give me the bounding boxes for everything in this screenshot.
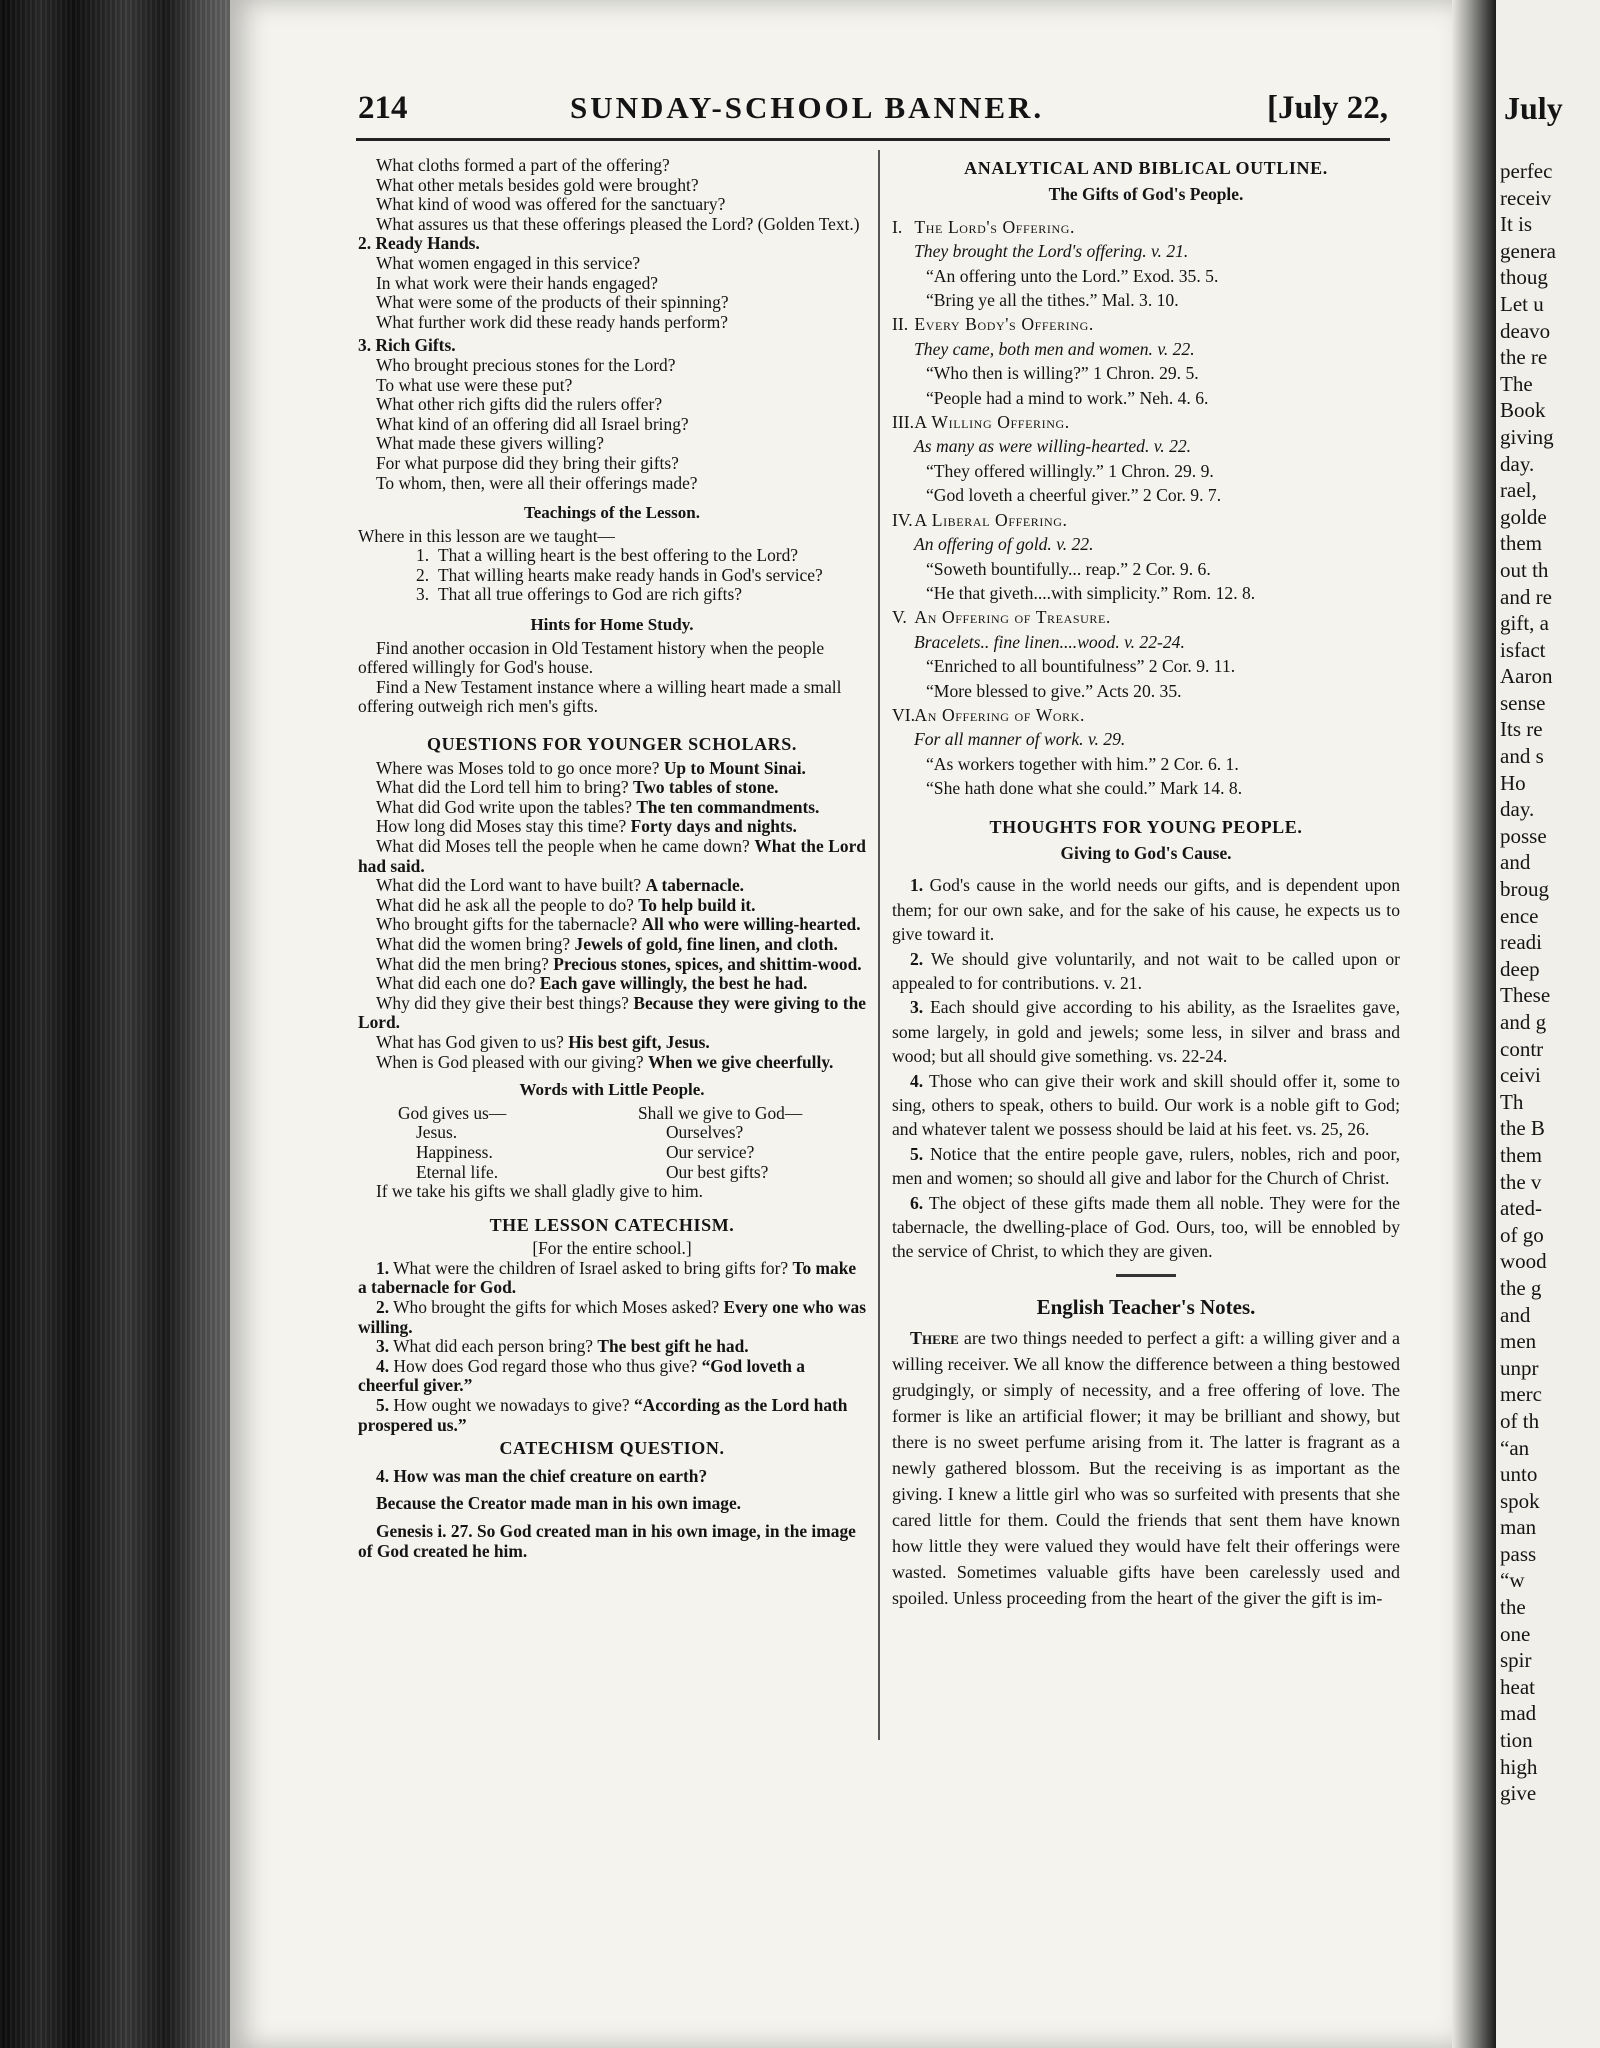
facing-page-line: The — [1500, 371, 1533, 396]
younger-question: Who brought gifts for the tabernacle? — [376, 914, 638, 935]
younger-question: What did he ask all the people to do? — [376, 894, 634, 915]
facing-page-line: them — [1500, 531, 1542, 556]
facing-page-line: and re — [1500, 584, 1552, 609]
younger-answer: Two tables of stone. — [632, 777, 779, 798]
facing-page-line: golde — [1500, 504, 1547, 529]
facing-page-line: spok — [1500, 1488, 1540, 1513]
facing-page-line: deavo — [1500, 318, 1551, 343]
facing-page-line: and s — [1500, 744, 1544, 769]
younger-qa-item — [358, 1033, 866, 1053]
outline-section — [892, 410, 1400, 508]
facing-page-line: the g — [1500, 1275, 1542, 1300]
notes-paragraph — [892, 1325, 1400, 1611]
outline-scripture: As many as were willing-hearted. v. 22. — [914, 436, 1192, 457]
running-header — [358, 88, 1388, 132]
facing-page-line: give — [1500, 1781, 1537, 1806]
catechism-subheading: [For the entire school.] — [532, 1238, 692, 1259]
outline-section — [892, 703, 1400, 801]
section-heading-rich-gifts: 3. Rich Gifts. — [358, 335, 456, 356]
question: What made these givers willing? — [376, 433, 604, 454]
facing-page-line: day. — [1500, 797, 1535, 822]
facing-page-line: sense — [1500, 690, 1546, 715]
younger-qa-item — [358, 817, 866, 837]
facing-page-line: man — [1500, 1515, 1537, 1540]
thought-number: 3. — [910, 997, 924, 1018]
facing-page-line: deep — [1500, 956, 1540, 981]
thought-number: 4. — [910, 1070, 924, 1091]
outline-scripture: For all manner of work. v. 29. — [914, 729, 1126, 750]
outline-section-title — [892, 410, 1400, 434]
outline-section — [892, 215, 1400, 313]
catechism-item — [358, 1357, 866, 1396]
question: What other metals besides gold were brought? — [376, 174, 699, 195]
section-divider — [1116, 1274, 1176, 1277]
thought-text: Those who can give their work and skill should offer it, some to sing, others to speak, others to build. Our work is a noble gift to God; and whatever talent we possess should be laid at his feet. vs. 25, 26. — [892, 1070, 1400, 1140]
younger-qa-item — [358, 935, 866, 955]
outline-section — [892, 508, 1400, 606]
younger-question: How long did Moses stay this time? — [376, 816, 627, 837]
question: What further work did these ready hands perform? — [376, 311, 729, 332]
younger-answer: Because they were giving to the Lord. — [358, 992, 866, 1033]
younger-question: What did the women bring? — [376, 933, 571, 954]
catechism-heading: THE LESSON CATECHISM. — [489, 1214, 735, 1235]
facing-page-line: high — [1500, 1754, 1538, 1779]
book-binding — [0, 0, 230, 2048]
outline-roman: VI. — [892, 704, 915, 725]
facing-page-line: Ho — [1500, 770, 1526, 795]
facing-page-line: ated- — [1500, 1196, 1542, 1221]
facing-page-line: tion — [1500, 1728, 1533, 1753]
facing-page-line: Aaron — [1500, 664, 1553, 689]
facing-page-line: genera — [1500, 238, 1556, 263]
younger-answer: The ten commandments. — [636, 796, 820, 817]
ready-hands-questions — [358, 254, 866, 332]
outline-section-title — [892, 312, 1400, 336]
catechism-question-text: How does God regard those who thus give? — [393, 1355, 698, 1376]
outline-reference: “Soweth bountifully... reap.” 2 Cor. 9. 6. — [926, 558, 1211, 579]
thought-number: 6. — [910, 1192, 924, 1213]
hints-heading: Hints for Home Study. — [530, 615, 694, 635]
facing-page-line: and — [1500, 1302, 1531, 1327]
catechism-number: 5. — [376, 1395, 390, 1416]
facing-page-line: perfec — [1500, 159, 1553, 183]
younger-qa-item — [358, 876, 866, 896]
question: What cloths formed a part of the offering? — [376, 155, 670, 175]
words-closing: If we take his gifts we shall gladly give to him. — [376, 1181, 703, 1202]
catechism-question-text: What were the children of Israel asked to bring gifts for? — [393, 1257, 789, 1278]
outline-reference: “People had a mind to work.” Neh. 4. 6. — [926, 387, 1209, 408]
outline-section-title — [892, 508, 1400, 532]
thought-text: We should give voluntarily, and not wait to be called upon or appealed to for contributions. v. 21. — [892, 948, 1400, 993]
thought-item — [892, 873, 1400, 946]
younger-question: What did the Lord tell him to bring? — [376, 777, 629, 798]
catechism-number: 1. — [376, 1257, 390, 1278]
outline-reference: “They offered willingly.” 1 Chron. 29. 9. — [926, 460, 1214, 481]
facing-page-line: isfact — [1500, 637, 1546, 662]
outline-title: A Liberal Offering. — [914, 509, 1068, 530]
outline-reference: “Who then is willing?” 1 Chron. 29. 5. — [926, 363, 1199, 384]
notes-heading: English Teacher's Notes. — [1036, 1294, 1256, 1319]
facing-page-line: thoug — [1500, 265, 1548, 290]
facing-page-line: them — [1500, 1142, 1542, 1167]
thought-item — [892, 947, 1400, 996]
outline-sections — [892, 215, 1400, 801]
younger-question: What did God write upon the tables? — [376, 796, 632, 817]
catechism-number: 3. — [376, 1336, 390, 1357]
outline-roman: IV. — [892, 509, 913, 530]
younger-qa-item — [358, 994, 866, 1033]
outline-reference: “Enriched to all bountifulness” 2 Cor. 9. 11. — [926, 656, 1236, 677]
catechism-answer-text: “God loveth a cheerful giver.” — [358, 1355, 805, 1396]
outline-scripture: An offering of gold. v. 22. — [914, 534, 1094, 555]
catechism-answer-text: Every one who was willing. — [358, 1297, 866, 1337]
outline-scripture: They came, both men and women. v. 22. — [914, 338, 1195, 359]
facing-page-line: the re — [1500, 345, 1548, 370]
younger-scholars-questions — [358, 759, 866, 1073]
outline-section — [892, 312, 1400, 410]
catechism-number: 2. — [376, 1297, 390, 1318]
facing-page-line: men — [1500, 1329, 1537, 1354]
thought-text: Each should give according to his ability, as the Israelites gave, some largely, in gold and jewels; some less, in silver and brass and wood; but all should give something. vs. 22-24. — [892, 997, 1400, 1067]
outline-title: The Lord's Offering. — [914, 216, 1075, 237]
words-line: Happiness. — [416, 1141, 493, 1162]
catechism-question-text: Who brought the gifts for which Moses asked? — [393, 1297, 720, 1318]
catechism-item — [358, 1396, 866, 1435]
outline-scripture: They brought the Lord's offering. v. 21. — [914, 241, 1189, 262]
facing-page-line: unpr — [1500, 1355, 1539, 1380]
younger-answer: Each gave willingly, the best he had. — [539, 973, 808, 994]
facing-page-line: posse — [1500, 823, 1547, 848]
facing-page-line: Its re — [1500, 717, 1543, 742]
outline-roman: III. — [892, 412, 914, 433]
younger-qa-item — [358, 955, 866, 975]
facing-page-line: readi — [1500, 930, 1542, 955]
words-line: Our service? — [666, 1141, 755, 1162]
outline-reference: “Bring ye all the tithes.” Mal. 3. 10. — [926, 290, 1179, 311]
outline-title: Every Body's Offering. — [914, 314, 1094, 335]
catechism-question-text: What did each person bring? — [393, 1336, 594, 1357]
words-line: Ourselves? — [666, 1122, 744, 1143]
question: To whom, then, were all their offerings made? — [376, 472, 698, 493]
words-line: Our best gifts? — [666, 1161, 769, 1182]
facing-page-line: receiv — [1500, 185, 1552, 210]
facing-page-fragment — [1496, 0, 1600, 2048]
facing-page-line: out th — [1500, 557, 1549, 582]
younger-question: What did the men bring? — [376, 953, 549, 974]
younger-question: What did Moses tell the people when he came down? — [376, 836, 750, 856]
catechism-question-text: How ought we nowadays to give? — [393, 1395, 630, 1416]
section-heading-ready-hands: 2. Ready Hands. — [358, 233, 480, 254]
notes-lead-word: There — [910, 1328, 959, 1349]
catechism-question: 4. How was man the chief creature on earth? — [376, 1465, 708, 1486]
younger-answer: Precious stones, spices, and shittim-wood. — [553, 953, 862, 974]
outline-title: An Offering of Work. — [914, 704, 1086, 725]
younger-qa-item — [358, 974, 866, 994]
younger-qa-item — [358, 798, 866, 818]
outline-heading: ANALYTICAL AND BIBLICAL OUTLINE. — [964, 158, 1328, 178]
issue-date: [July 22, — [1266, 90, 1388, 126]
question: What assures us that these offerings pleased the Lord? (Golden Text.) — [376, 213, 860, 234]
page-gutter — [1452, 0, 1496, 2048]
outline-subheading: The Gifts of God's People. — [1048, 184, 1244, 205]
catechism-reference: Genesis i. 27. So God created man in his own image, in the image of God created he him. — [358, 1521, 856, 1561]
thought-item — [892, 1069, 1400, 1142]
facing-page-line: gift, a — [1500, 611, 1549, 636]
younger-question: What did the Lord want to have built? — [376, 875, 642, 896]
outline-reference: “As workers together with him.” 2 Cor. 6. 1. — [926, 753, 1239, 774]
outline-title: An Offering of Treasure. — [914, 607, 1111, 628]
facing-page-line: broug — [1500, 877, 1549, 902]
question: What were some of the products of their spinning? — [376, 292, 729, 313]
teachings-heading: Teachings of the Lesson. — [523, 503, 700, 523]
notes-body-text: are two things needed to perfect a gift: a willing giver and a willing receiver. We all know the difference between a thing bestowed grudgingly, or simply of necessity, and a free offering of love. The former is like an artificial flower; it may be brilliant and showy, but there is no sweet perfume arising from it. The latter is fragrant as a newly gathered blossom. But the receiving is as important as the giving. I knew a little girl who was so surfeited with presents that she cared little for them. Could the friends that sent them have known how little they were valued they would have felt their offerings were wasted. Sometimes valuable gifts have been carelessly used and spoiled. Unless proceeding from the heart of the giver the gift is im- — [892, 1328, 1400, 1609]
outline-reference: “More blessed to give.” Acts 20. 35. — [926, 680, 1182, 701]
outline-reference: “An offering unto the Lord.” Exod. 35. 5. — [926, 265, 1219, 286]
question: What women engaged in this service? — [376, 252, 641, 273]
outline-scripture: Bracelets.. fine linen....wood. v. 22-24. — [914, 631, 1185, 652]
words-line: Jesus. — [416, 1122, 458, 1143]
outline-section-title — [892, 215, 1400, 239]
facing-page-line: ence — [1500, 903, 1539, 928]
younger-answer: Jewels of gold, fine linen, and cloth. — [574, 933, 838, 954]
question: Who brought precious stones for the Lord? — [376, 354, 676, 375]
facing-page-line: Book — [1500, 398, 1546, 423]
catechism-answer: Because the Creator made man in his own image. — [376, 1493, 742, 1514]
younger-answer: What the Lord had said. — [358, 836, 866, 876]
words-line: Shall we give to God— — [638, 1102, 803, 1123]
younger-answer: A tabernacle. — [645, 875, 745, 896]
question: What kind of wood was offered for the sanctuary? — [376, 194, 726, 215]
teaching-item: 3. That all true offerings to God are rich gifts? — [416, 584, 742, 605]
facing-page-line: the v — [1500, 1169, 1542, 1194]
outline-reference: “He that giveth....with simplicity.” Rom. 12. 8. — [926, 582, 1256, 603]
outline-section-title — [892, 605, 1400, 629]
thought-item — [892, 1191, 1400, 1264]
thought-number: 2. — [910, 948, 924, 969]
facing-page-line: “an — [1500, 1435, 1530, 1460]
younger-question: Why did they give their best things? — [376, 992, 629, 1013]
question: What other rich gifts did the rulers offer? — [376, 394, 663, 415]
facing-page-line: spir — [1500, 1648, 1532, 1673]
younger-answer: Forty days and nights. — [630, 816, 797, 837]
younger-question: What did each one do? — [376, 973, 536, 994]
outline-roman: II. — [892, 314, 909, 335]
hint-paragraph: Find a New Testament instance where a willing heart made a small offering outweigh rich men's gifts. — [358, 676, 842, 717]
thought-number: 1. — [910, 875, 924, 896]
younger-qa-item — [358, 915, 866, 935]
facing-page-header: July — [1504, 90, 1563, 126]
words-grid — [358, 1104, 866, 1182]
facing-page-line: unto — [1500, 1462, 1538, 1487]
question: To what use were these put? — [376, 374, 573, 395]
facing-page-line: the B — [1500, 1116, 1545, 1141]
younger-scholars-heading: QUESTIONS FOR YOUNGER SCHOLARS. — [427, 734, 797, 755]
facing-page-line: contr — [1500, 1036, 1544, 1061]
facing-page-line: the — [1500, 1595, 1526, 1620]
younger-question: When is God pleased with our giving? — [376, 1051, 644, 1072]
facing-page-line: These — [1500, 983, 1551, 1008]
outline-roman: V. — [892, 607, 907, 628]
facing-page-lines — [1500, 158, 1556, 1807]
catechism-number: 4. — [376, 1355, 390, 1376]
teaching-item: 2. That willing hearts make ready hands in God's service? — [416, 564, 823, 585]
catechism-answer-text: “According as the Lord hath prospered us.” — [358, 1395, 848, 1435]
thoughts-heading: THOUGHTS FOR YOUNG PEOPLE. — [989, 816, 1303, 837]
intro-questions — [358, 156, 866, 234]
right-column — [892, 156, 1400, 1611]
question: In what work were their hands engaged? — [376, 272, 659, 293]
outline-section-title — [892, 703, 1400, 727]
outline-reference: “God loveth a cheerful giver.” 2 Cor. 9. 7. — [926, 485, 1222, 506]
facing-page-line: It is — [1500, 212, 1533, 237]
facing-page-line: one — [1500, 1621, 1531, 1646]
catechism-answer-text: The best gift he had. — [597, 1336, 749, 1357]
teachings-intro: Where in this lesson are we taught— — [358, 525, 615, 546]
thought-text: Notice that the entire people gave, rulers, nobles, rich and poor, men and women; so should all give and labor for the Church of Christ. — [892, 1143, 1400, 1189]
younger-question: Where was Moses told to go once more? — [376, 757, 660, 778]
column-rule — [878, 150, 880, 1740]
catechism-item — [358, 1298, 866, 1337]
facing-page-line: of th — [1500, 1408, 1540, 1433]
thought-item — [892, 995, 1400, 1068]
hint-paragraph: Find another occasion in Old Testament history when the people offered willingly for God's house. — [358, 637, 825, 678]
thought-item — [892, 1142, 1400, 1191]
catechism-question-heading: CATECHISM QUESTION. — [499, 1438, 725, 1459]
facing-page-line: rael, — [1500, 478, 1537, 503]
younger-answer: His best gift, Jesus. — [568, 1031, 710, 1052]
younger-qa-item — [358, 759, 866, 779]
catechism-answer-text: To make a tabernacle for God. — [358, 1257, 857, 1298]
words-line: God gives us— — [398, 1102, 507, 1123]
words-heading: Words with Little People. — [519, 1080, 705, 1100]
younger-answer: To help build it. — [638, 894, 756, 915]
younger-question: What has God given to us? — [376, 1031, 564, 1052]
facing-page-line: day. — [1500, 451, 1535, 476]
page-number: 214 — [358, 90, 408, 126]
younger-qa-item — [358, 1053, 866, 1073]
facing-page-line: and g — [1500, 1010, 1547, 1034]
words-line: Eternal life. — [416, 1161, 499, 1182]
facing-page-line: Let u — [1500, 291, 1544, 316]
catechism-item — [358, 1259, 866, 1298]
thought-text: The object of these gifts made them all noble. They were for the tabernacle, the dwelling-place of God. Ours, too, will be ennobled by the service of Christ, to which they are given. — [892, 1192, 1400, 1262]
facing-page-line: ceivi — [1500, 1063, 1541, 1088]
facing-page-line: of go — [1500, 1222, 1544, 1247]
younger-qa-item — [358, 778, 866, 798]
question: What kind of an offering did all Israel bring? — [376, 413, 689, 434]
younger-answer: All who were willing-hearted. — [641, 914, 861, 935]
left-column — [358, 156, 866, 1561]
teaching-item: 1. That a willing heart is the best offering to the Lord? — [416, 545, 798, 566]
thoughts-items — [892, 873, 1400, 1264]
younger-answer: When we give cheerfully. — [647, 1051, 834, 1072]
catechism-item — [358, 1337, 866, 1357]
facing-page-line: wood — [1500, 1249, 1547, 1274]
thought-text: God's cause in the world needs our gifts, and is dependent upon them; for our own sake, and for the sake of his cause, he expects us to give toward it. — [892, 875, 1400, 945]
outline-section — [892, 605, 1400, 703]
facing-page-line: Th — [1500, 1089, 1524, 1114]
younger-qa-item — [358, 837, 866, 876]
outline-roman: I. — [892, 216, 903, 237]
facing-page-line: “w — [1500, 1568, 1525, 1593]
younger-qa-item — [358, 896, 866, 916]
thoughts-subheading: Giving to God's Cause. — [1060, 842, 1232, 863]
facing-page-line: heat — [1500, 1674, 1535, 1699]
younger-answer: Up to Mount Sinai. — [663, 757, 806, 778]
question: For what purpose did they bring their gifts? — [376, 452, 679, 473]
periodical-title: SUNDAY-SCHOOL BANNER. — [570, 90, 1045, 125]
facing-page-line: mad — [1500, 1701, 1537, 1726]
facing-page-line: pass — [1500, 1541, 1537, 1566]
outline-title: A Willing Offering. — [914, 412, 1070, 433]
facing-page-line: giving — [1500, 424, 1554, 449]
catechism-items — [358, 1259, 866, 1435]
header-rule — [356, 138, 1390, 141]
facing-page-line: merc — [1500, 1382, 1542, 1407]
thought-number: 5. — [910, 1143, 924, 1164]
outline-reference: “She hath done what she could.” Mark 14. 8. — [926, 778, 1243, 799]
rich-gifts-questions — [358, 356, 866, 493]
facing-page-line: and — [1500, 850, 1531, 875]
